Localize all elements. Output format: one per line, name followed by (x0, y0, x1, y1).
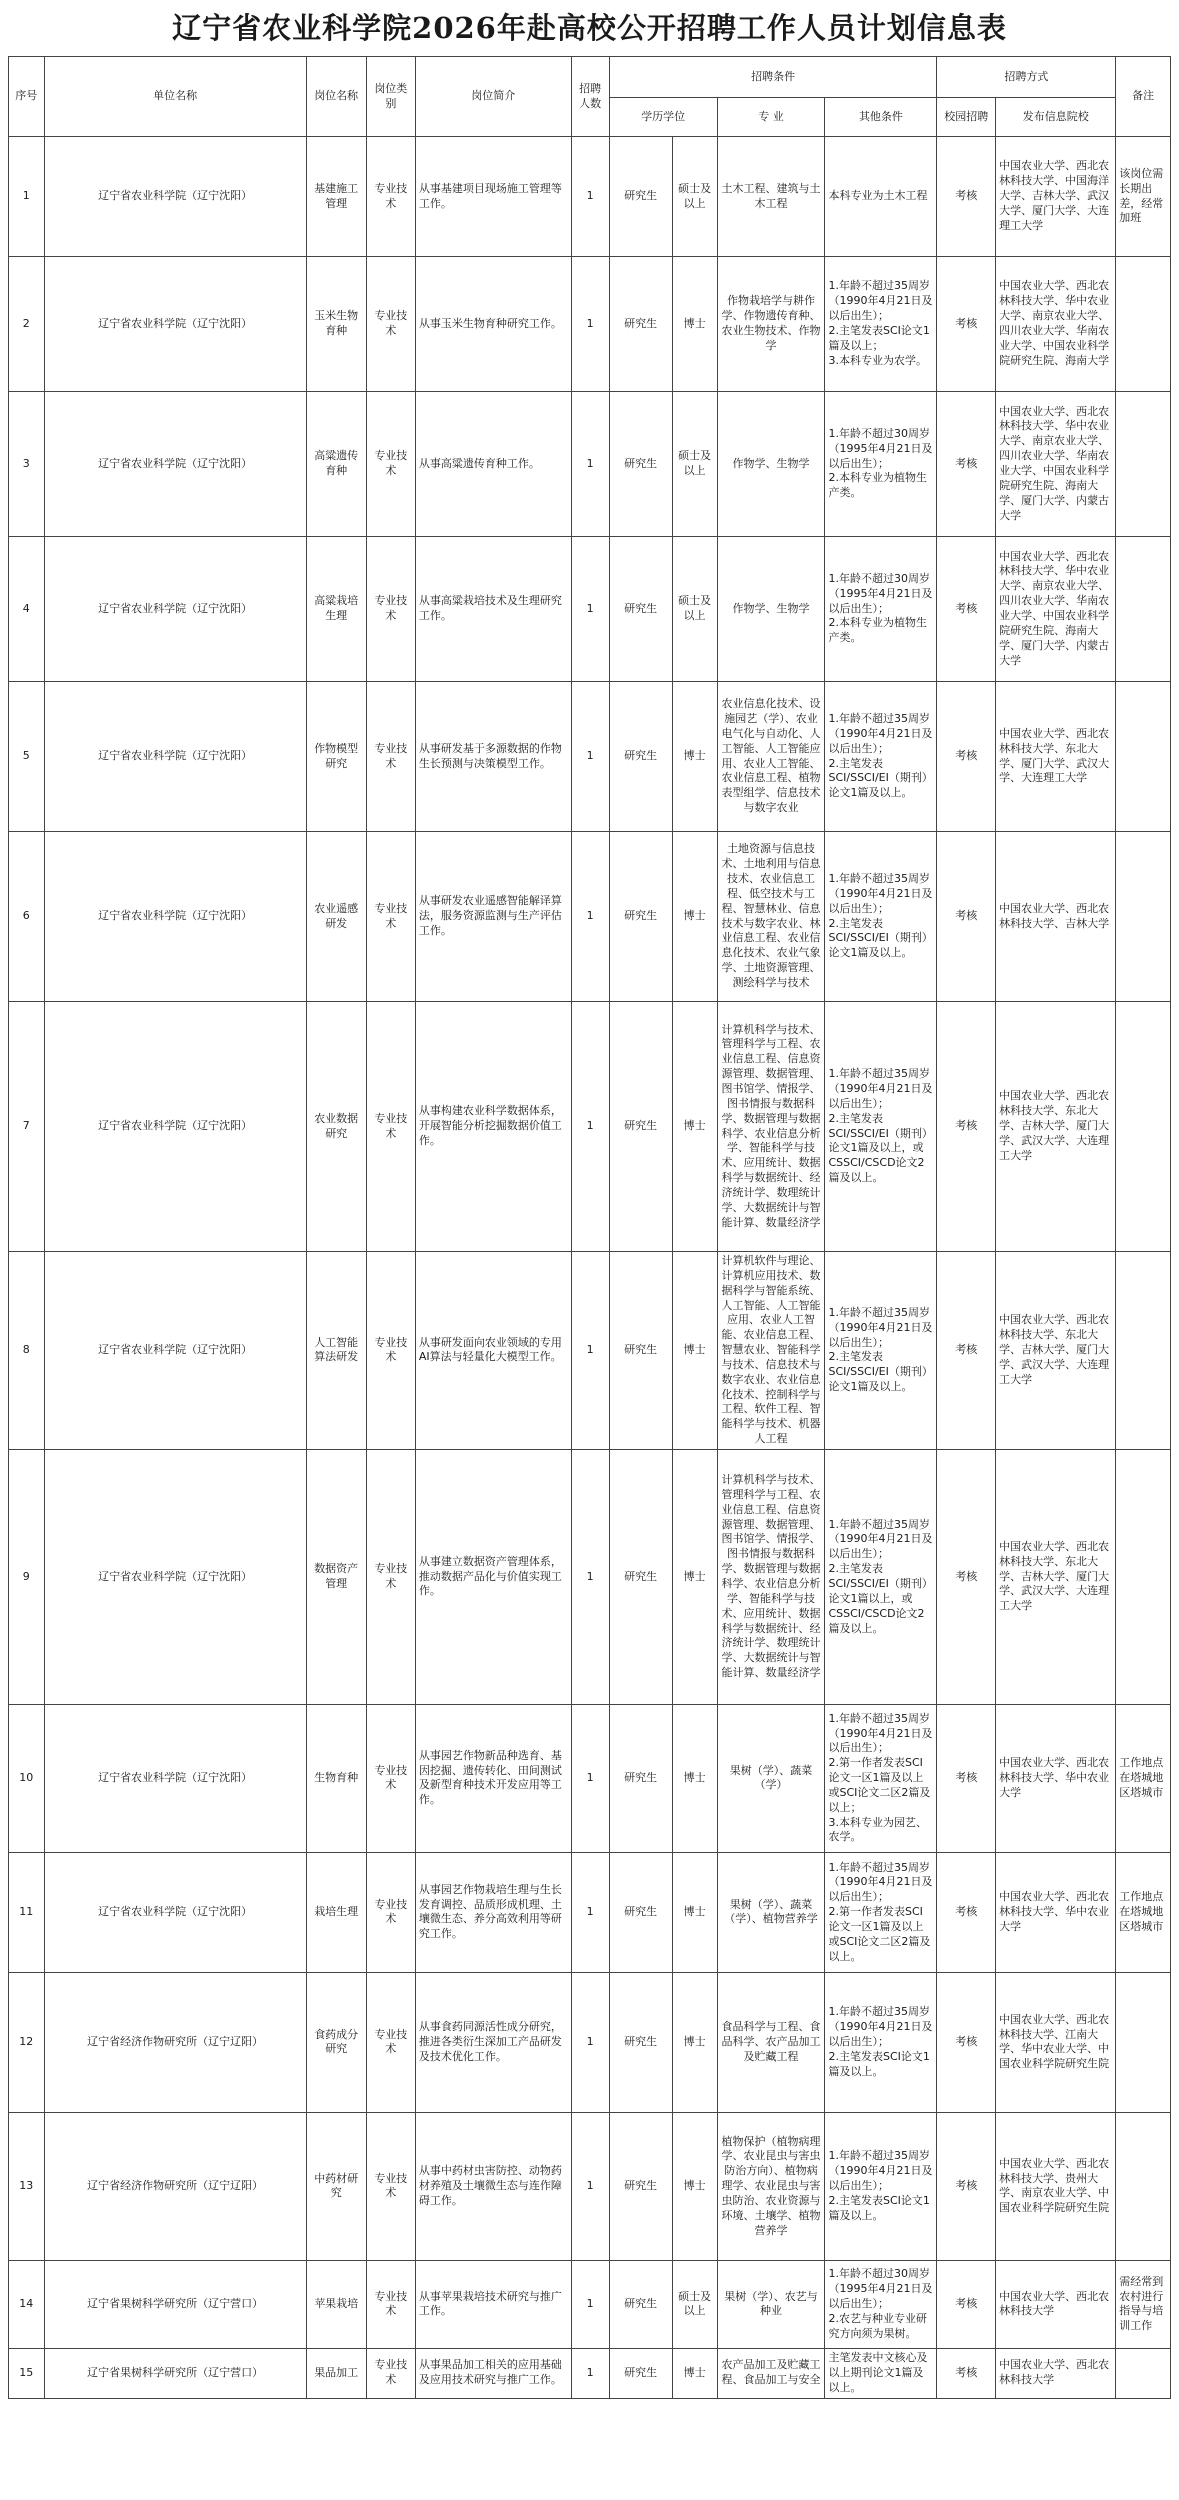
row-post-desc: 从事高粱栽培技术及生理研究工作。 (415, 537, 571, 682)
row-post-name: 作物模型研究 (306, 682, 366, 832)
table-row (9, 2348, 1171, 2398)
row-post-name: 生物育种 (306, 1704, 366, 1852)
row-post-desc: 从事食药同源活性成分研究，推进各类衍生深加工产品研发及技术优化工作。 (415, 1972, 571, 2112)
row-post-type: 专业技术 (366, 1449, 415, 1704)
row-major: 土地资源与信息技术、土地利用与信息技术、农业信息工程、低空技术与工程、智慧林业、信息技术与数字农业、林业信息工程、农业信息化技术、农业气象学、土地资源管理、测绘科学与技术 (717, 832, 825, 1002)
row-post-type: 专业技术 (366, 1704, 415, 1852)
row-post-desc: 从事园艺作物栽培生理与生长发育调控、品质形成机理、土壤微生态、养分高效利用等研究工作。 (415, 1852, 571, 1972)
row-major: 植物保护（植物病理学、农业昆虫与害虫防治方向）、植物病理学、农业昆虫与害虫防治、农业资源与环境、土壤学、植物营养学 (717, 2112, 825, 2260)
row-degree: 硕士及以上 (672, 537, 717, 682)
row-campus: 考核 (937, 2112, 996, 2260)
row-remark (1116, 537, 1171, 682)
row-remark (1116, 2348, 1171, 2398)
recruitment-table (8, 56, 1171, 2399)
header-remark: 备注 (1116, 57, 1171, 137)
row-post-desc: 从事研发基于多源数据的作物生长预测与决策模型工作。 (415, 682, 571, 832)
row-remark: 工作地点在塔城地区塔城市 (1116, 1704, 1171, 1852)
row-unit: 辽宁省经济作物研究所（辽宁辽阳） (44, 2112, 306, 2260)
row-campus: 考核 (937, 1704, 996, 1852)
row-num: 1 (571, 682, 609, 832)
row-edu: 研究生 (609, 2348, 672, 2398)
row-seq: 3 (9, 392, 45, 537)
row-edu: 研究生 (609, 137, 672, 257)
row-post-type: 专业技术 (366, 1002, 415, 1252)
row-num: 1 (571, 537, 609, 682)
table-row (9, 1852, 1171, 1972)
table-row (9, 257, 1171, 392)
row-post-type: 专业技术 (366, 1972, 415, 2112)
table-row (9, 682, 1171, 832)
row-other: 本科专业为土木工程 (825, 137, 937, 257)
row-schools: 中国农业大学、西北农林科技大学、东北大学、吉林大学、厦门大学、武汉大学、大连理工大学 (996, 1252, 1116, 1450)
row-seq: 6 (9, 832, 45, 1002)
row-seq: 2 (9, 257, 45, 392)
row-seq: 15 (9, 2348, 45, 2398)
row-major: 果树（学）、蔬菜（学） (717, 1704, 825, 1852)
row-degree: 博士 (672, 257, 717, 392)
row-post-type: 专业技术 (366, 1252, 415, 1450)
row-campus: 考核 (937, 1449, 996, 1704)
header-schools: 发布信息院校 (996, 98, 1116, 137)
row-other: 1.年龄不超过35周岁（1990年4月21日及以后出生）； 2.主笔发表SCI论文1篇及以上； 3.本科专业为农学。 (825, 257, 937, 392)
row-edu: 研究生 (609, 1252, 672, 1450)
row-num: 1 (571, 832, 609, 1002)
row-schools: 中国农业大学、西北农林科技大学、华中农业大学、南京农业大学、四川农业大学、华南农业大学、中国农业科学院研究生院、海南大学 (996, 257, 1116, 392)
row-campus: 考核 (937, 682, 996, 832)
row-other: 1.年龄不超过35周岁（1990年4月21日及以后出生）； 2.主笔发表SCI/SSCI/EI（期刊）论文1篇以上，或CSSCI/CSCD论文2篇及以上。 (825, 1449, 937, 1704)
row-unit: 辽宁省农业科学院（辽宁沈阳） (44, 832, 306, 1002)
row-edu: 研究生 (609, 1852, 672, 1972)
row-num: 1 (571, 137, 609, 257)
row-post-type: 专业技术 (366, 392, 415, 537)
row-unit: 辽宁省果树科学研究所（辽宁营口） (44, 2348, 306, 2398)
row-post-type: 专业技术 (366, 2260, 415, 2348)
row-major: 计算机科学与技术、管理科学与工程、农业信息工程、信息资源管理、数据管理、图书馆学、情报学、图书情报与数据科学、数据管理与数据科学、农业信息分析学、智能科学与技术、应用统计、数据科学与数据统计、经济统计学、数理统计学、大数据统计与智能计算、数量经济学 (717, 1002, 825, 1252)
row-schools: 中国农业大学、西北农林科技大学 (996, 2260, 1116, 2348)
row-post-desc: 从事玉米生物育种研究工作。 (415, 257, 571, 392)
row-schools: 中国农业大学、西北农林科技大学、中国海洋大学、吉林大学、武汉大学、厦门大学、大连理工大学 (996, 137, 1116, 257)
row-campus: 考核 (937, 1852, 996, 1972)
row-num: 1 (571, 1252, 609, 1450)
row-schools: 中国农业大学、西北农林科技大学、东北大学、厦门大学、武汉大学、大连理工大学 (996, 682, 1116, 832)
header-campus: 校园招聘 (937, 98, 996, 137)
row-remark (1116, 1002, 1171, 1252)
row-remark (1116, 257, 1171, 392)
row-post-type: 专业技术 (366, 537, 415, 682)
row-other: 1.年龄不超过35周岁（1990年4月21日及以后出生）； 2.主笔发表SCI/SSCI/EI（期刊）论文1篇及以上，或CSSCI/CSCD论文2篇及以上。 (825, 1002, 937, 1252)
table-row (9, 137, 1171, 257)
row-degree: 博士 (672, 832, 717, 1002)
row-post-type: 专业技术 (366, 2348, 415, 2398)
row-remark: 该岗位需长期出差，经常加班 (1116, 137, 1171, 257)
row-degree: 博士 (672, 1002, 717, 1252)
row-seq: 4 (9, 537, 45, 682)
row-remark (1116, 1449, 1171, 1704)
row-other: 1.年龄不超过35周岁（1990年4月21日及以后出生）； 2.主笔发表SCI论文1篇及以上。 (825, 1972, 937, 2112)
row-remark: 需经常到农村进行指导与培训工作 (1116, 2260, 1171, 2348)
row-post-desc: 从事构建农业科学数据体系，开展智能分析挖掘数据价值工作。 (415, 1002, 571, 1252)
row-major: 土木工程、建筑与土木工程 (717, 137, 825, 257)
row-degree: 博士 (672, 2348, 717, 2398)
row-other: 1.年龄不超过35周岁（1990年4月21日及以后出生）； 2.第一作者发表SCI论文一区1篇及以上或SCI论文二区2篇及以上； 3.本科专业为园艺、农学。 (825, 1704, 937, 1852)
row-post-type: 专业技术 (366, 257, 415, 392)
row-degree: 硕士及以上 (672, 137, 717, 257)
table-row (9, 537, 1171, 682)
row-edu: 研究生 (609, 682, 672, 832)
row-degree: 硕士及以上 (672, 392, 717, 537)
row-other: 1.年龄不超过30周岁（1995年4月21日及以后出生）； 2.本科专业为植物生产类。 (825, 392, 937, 537)
row-post-desc: 从事苹果栽培技术研究与推广工作。 (415, 2260, 571, 2348)
row-other: 1.年龄不超过35周岁（1990年4月21日及以后出生）； 2.第一作者发表SCI论文一区1篇及以上或SCI论文二区2篇及以上。 (825, 1852, 937, 1972)
row-post-name: 基建施工管理 (306, 137, 366, 257)
row-major: 作物学、生物学 (717, 392, 825, 537)
row-edu: 研究生 (609, 257, 672, 392)
row-campus: 考核 (937, 537, 996, 682)
row-edu: 研究生 (609, 392, 672, 537)
row-campus: 考核 (937, 1972, 996, 2112)
row-seq: 11 (9, 1852, 45, 1972)
row-major: 农产品加工及贮藏工程、食品加工与安全 (717, 2348, 825, 2398)
row-post-desc: 从事园艺作物新品种选育、基因挖掘、遗传转化、田间测试及新型育种技术开发应用等工作。 (415, 1704, 571, 1852)
row-seq: 14 (9, 2260, 45, 2348)
row-unit: 辽宁省果树科学研究所（辽宁营口） (44, 2260, 306, 2348)
page-title: 辽宁省农业科学院2026年赴高校公开招聘工作人员计划信息表 (172, 11, 1007, 45)
row-unit: 辽宁省农业科学院（辽宁沈阳） (44, 1252, 306, 1450)
row-campus: 考核 (937, 1252, 996, 1450)
row-campus: 考核 (937, 392, 996, 537)
table-row (9, 392, 1171, 537)
row-post-desc: 从事研发农业遥感智能解译算法，服务资源监测与生产评估工作。 (415, 832, 571, 1002)
row-schools: 中国农业大学、西北农林科技大学、吉林大学 (996, 832, 1116, 1002)
row-post-type: 专业技术 (366, 1852, 415, 1972)
header-unit: 单位名称 (44, 57, 306, 137)
row-post-name: 栽培生理 (306, 1852, 366, 1972)
row-unit: 辽宁省农业科学院（辽宁沈阳） (44, 682, 306, 832)
row-post-desc: 从事基建项目现场施工管理等工作。 (415, 137, 571, 257)
row-unit: 辽宁省农业科学院（辽宁沈阳） (44, 1852, 306, 1972)
row-num: 1 (571, 1449, 609, 1704)
row-degree: 博士 (672, 682, 717, 832)
row-post-desc: 从事果品加工相关的应用基础及应用技术研究与推广工作。 (415, 2348, 571, 2398)
row-remark (1116, 832, 1171, 1002)
row-remark (1116, 2112, 1171, 2260)
row-num: 1 (571, 1002, 609, 1252)
row-post-name: 中药材研究 (306, 2112, 366, 2260)
row-other: 1.年龄不超过35周岁（1990年4月21日及以后出生）； 2.主笔发表SCI/SSCI/EI（期刊）论文1篇及以上。 (825, 682, 937, 832)
row-post-name: 农业遥感研发 (306, 832, 366, 1002)
table-row (9, 832, 1171, 1002)
row-unit: 辽宁省农业科学院（辽宁沈阳） (44, 392, 306, 537)
row-schools: 中国农业大学、西北农林科技大学、江南大学、华中农业大学、中国农业科学院研究生院 (996, 1972, 1116, 2112)
row-seq: 5 (9, 682, 45, 832)
row-remark: 工作地点在塔城地区塔城市 (1116, 1852, 1171, 1972)
row-schools: 中国农业大学、西北农林科技大学 (996, 2348, 1116, 2398)
row-remark (1116, 1252, 1171, 1450)
row-degree: 博士 (672, 2112, 717, 2260)
row-edu: 研究生 (609, 832, 672, 1002)
row-campus: 考核 (937, 1002, 996, 1252)
row-schools: 中国农业大学、西北农林科技大学、华中农业大学、南京农业大学、四川农业大学、华南农业大学、中国农业科学院研究生院、海南大学、厦门大学、内蒙古大学 (996, 537, 1116, 682)
row-campus: 考核 (937, 832, 996, 1002)
row-unit: 辽宁省农业科学院（辽宁沈阳） (44, 1002, 306, 1252)
row-post-name: 数据资产管理 (306, 1449, 366, 1704)
row-schools: 中国农业大学、西北农林科技大学、贵州大学、南京农业大学、中国农业科学院研究生院 (996, 2112, 1116, 2260)
table-row (9, 1972, 1171, 2112)
row-post-desc: 从事中药材虫害防控、动物药材养殖及土壤微生态与连作障碍工作。 (415, 2112, 571, 2260)
row-degree: 博士 (672, 1704, 717, 1852)
row-edu: 研究生 (609, 2112, 672, 2260)
row-post-name: 高粱栽培生理 (306, 537, 366, 682)
header-num: 招聘人数 (571, 57, 609, 137)
row-other: 1.年龄不超过30周岁（1995年4月21日及以后出生）； 2.本科专业为植物生产类。 (825, 537, 937, 682)
table-row (9, 2112, 1171, 2260)
row-major: 农业信息化技术、设施园艺（学）、农业电气化与自动化、人工智能、人工智能应用、农业人工智能、农业信息工程、植物表型组学、信息技术与数字农业 (717, 682, 825, 832)
row-schools: 中国农业大学、西北农林科技大学、华中农业大学 (996, 1704, 1116, 1852)
row-seq: 9 (9, 1449, 45, 1704)
row-post-name: 苹果栽培 (306, 2260, 366, 2348)
row-post-name: 高粱遗传育种 (306, 392, 366, 537)
header-seq: 序号 (9, 57, 45, 137)
row-num: 1 (571, 257, 609, 392)
row-major: 食品科学与工程、食品科学、农产品加工及贮藏工程 (717, 1972, 825, 2112)
row-post-desc: 从事研发面向农业领域的专用AI算法与轻量化大模型工作。 (415, 1252, 571, 1450)
row-num: 1 (571, 392, 609, 537)
row-edu: 研究生 (609, 1002, 672, 1252)
row-post-name: 玉米生物育种 (306, 257, 366, 392)
row-major: 计算机软件与理论、计算机应用技术、数据科学与智能系统、人工智能、人工智能应用、农业人工智能、农业信息工程、智慧农业、智能科学与技术、信息技术与数字农业、农业信息化技术、控制科学与工程、软件工程、智能科学与技术、机器人工程 (717, 1252, 825, 1450)
table-row (9, 1449, 1171, 1704)
row-major: 计算机科学与技术、管理科学与工程、农业信息工程、信息资源管理、数据管理、图书馆学、情报学、图书情报与数据科学、数据管理与数据科学、农业信息分析学、智能科学与技术、应用统计、数据科学与数据统计、经济统计学、数理统计学、大数据统计与智能计算、数量经济学 (717, 1449, 825, 1704)
row-seq: 7 (9, 1002, 45, 1252)
row-post-type: 专业技术 (366, 2112, 415, 2260)
row-schools: 中国农业大学、西北农林科技大学、东北大学、吉林大学、厦门大学、武汉大学、大连理工大学 (996, 1449, 1116, 1704)
row-remark (1116, 392, 1171, 537)
row-seq: 12 (9, 1972, 45, 2112)
row-major: 作物栽培学与耕作学、作物遗传育种、农业生物技术、作物学 (717, 257, 825, 392)
header-degree: 学历学位 (609, 98, 717, 137)
row-num: 1 (571, 2112, 609, 2260)
row-degree: 博士 (672, 1449, 717, 1704)
table-row (9, 1252, 1171, 1450)
row-num: 1 (571, 1704, 609, 1852)
row-degree: 博士 (672, 1252, 717, 1450)
row-post-name: 人工智能算法研发 (306, 1252, 366, 1450)
row-degree: 博士 (672, 1852, 717, 1972)
row-post-type: 专业技术 (366, 832, 415, 1002)
row-unit: 辽宁省农业科学院（辽宁沈阳） (44, 537, 306, 682)
row-seq: 8 (9, 1252, 45, 1450)
row-post-desc: 从事建立数据资产管理体系，推动数据产品化与价值实现工作。 (415, 1449, 571, 1704)
header-post-desc: 岗位简介 (415, 57, 571, 137)
row-edu: 研究生 (609, 1449, 672, 1704)
row-num: 1 (571, 1972, 609, 2112)
row-seq: 1 (9, 137, 45, 257)
row-campus: 考核 (937, 137, 996, 257)
row-edu: 研究生 (609, 1704, 672, 1852)
row-seq: 10 (9, 1704, 45, 1852)
row-edu: 研究生 (609, 2260, 672, 2348)
row-post-desc: 从事高粱遗传育种工作。 (415, 392, 571, 537)
header-other: 其他条件 (825, 98, 937, 137)
row-remark (1116, 682, 1171, 832)
row-schools: 中国农业大学、西北农林科技大学、华中农业大学 (996, 1852, 1116, 1972)
row-seq: 13 (9, 2112, 45, 2260)
row-campus: 考核 (937, 2260, 996, 2348)
row-edu: 研究生 (609, 1972, 672, 2112)
table-row (9, 1002, 1171, 1252)
row-major: 果树（学）、农艺与种业 (717, 2260, 825, 2348)
row-edu: 研究生 (609, 537, 672, 682)
row-major: 果树（学）、蔬菜（学）、植物营养学 (717, 1852, 825, 1972)
row-post-name: 农业数据研究 (306, 1002, 366, 1252)
header-post-type: 岗位类别 (366, 57, 415, 137)
row-num: 1 (571, 2348, 609, 2398)
header-conditions: 招聘条件 (609, 57, 937, 98)
header-post-name: 岗位名称 (306, 57, 366, 137)
header-method: 招聘方式 (937, 57, 1116, 98)
row-unit: 辽宁省农业科学院（辽宁沈阳） (44, 257, 306, 392)
row-num: 1 (571, 2260, 609, 2348)
row-num: 1 (571, 1852, 609, 1972)
table-row (9, 1704, 1171, 1852)
row-other: 1.年龄不超过35周岁（1990年4月21日及以后出生）； 2.主笔发表SCI论文1篇及以上。 (825, 2112, 937, 2260)
row-unit: 辽宁省农业科学院（辽宁沈阳） (44, 1449, 306, 1704)
row-degree: 硕士及以上 (672, 2260, 717, 2348)
row-post-name: 食药成分研究 (306, 1972, 366, 2112)
row-campus: 考核 (937, 257, 996, 392)
row-schools: 中国农业大学、西北农林科技大学、东北大学、吉林大学、厦门大学、武汉大学、大连理工大学 (996, 1002, 1116, 1252)
row-campus: 考核 (937, 2348, 996, 2398)
row-post-type: 专业技术 (366, 137, 415, 257)
header-major: 专 业 (717, 98, 825, 137)
row-other: 1.年龄不超过35周岁（1990年4月21日及以后出生）； 2.主笔发表SCI/SSCI/EI（期刊）论文1篇及以上。 (825, 1252, 937, 1450)
row-unit: 辽宁省经济作物研究所（辽宁辽阳） (44, 1972, 306, 2112)
row-unit: 辽宁省农业科学院（辽宁沈阳） (44, 1704, 306, 1852)
row-unit: 辽宁省农业科学院（辽宁沈阳） (44, 137, 306, 257)
row-other: 1.年龄不超过35周岁（1990年4月21日及以后出生）； 2.主笔发表SCI/SSCI/EI（期刊）论文1篇及以上。 (825, 832, 937, 1002)
row-post-type: 专业技术 (366, 682, 415, 832)
row-post-name: 果品加工 (306, 2348, 366, 2398)
table-row (9, 2260, 1171, 2348)
row-other: 主笔发表中文核心及以上期刊论文1篇及以上。 (825, 2348, 937, 2398)
row-remark (1116, 1972, 1171, 2112)
row-major: 作物学、生物学 (717, 537, 825, 682)
row-other: 1.年龄不超过30周岁（1995年4月21日及以后出生）； 2.农艺与种业专业研究方向须为果树。 (825, 2260, 937, 2348)
row-degree: 博士 (672, 1972, 717, 2112)
row-schools: 中国农业大学、西北农林科技大学、华中农业大学、南京农业大学、四川农业大学、华南农业大学、中国农业科学院研究生院、海南大学、厦门大学、内蒙古大学 (996, 392, 1116, 537)
